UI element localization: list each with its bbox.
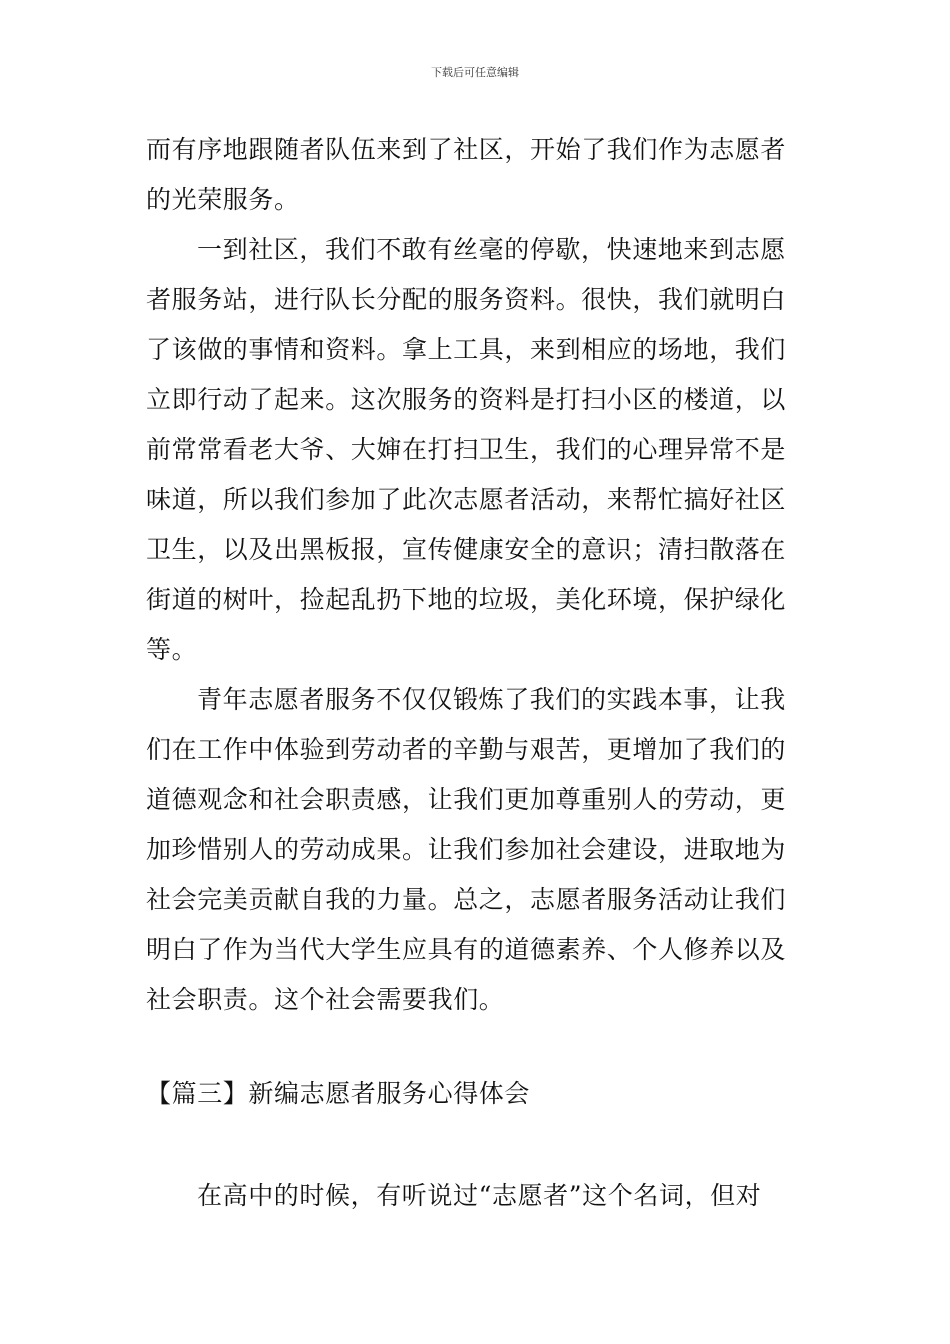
- paragraph-line: 者服务站，进行队长分配的服务资料。很快，我们就明白: [146, 285, 787, 314]
- paragraph-line: 等。: [146, 635, 198, 664]
- paragraph-line: 的光荣服务。: [146, 185, 300, 214]
- paragraph-line: 一到社区，我们不敢有丝毫的停歇，快速地来到志愿: [197, 235, 786, 264]
- paragraph-line: 立即行动了起来。这次服务的资料是打扫小区的楼道，以: [146, 385, 787, 414]
- paragraph-line: 街道的树叶，捡起乱扔下地的垃圾，美化环境，保护绿化: [146, 585, 787, 614]
- paragraph-line: 社会完美贡献自我的力量。总之，志愿者服务活动让我们: [146, 885, 787, 914]
- paragraph-line: 卫生，以及出黑板报，宣传健康安全的意识；清扫散落在: [146, 535, 787, 564]
- paragraph-line: 了该做的事情和资料。拿上工具，来到相应的场地，我们: [146, 335, 787, 364]
- paragraph-line: 社会职责。这个社会需要我们。: [146, 985, 505, 1014]
- paragraph-line: 在高中的时候，有听说过“志愿者”这个名词，但对: [197, 1181, 762, 1210]
- paragraph-line: 前常常看老大爷、大婶在打扫卫生，我们的心理异常不是: [146, 435, 787, 464]
- paragraph-line: 明白了作为当代大学生应具有的道德素养、个人修养以及: [146, 935, 787, 964]
- paragraph-line: 们在工作中体验到劳动者的辛勤与艰苦，更增加了我们的: [146, 735, 787, 764]
- page-header-note: 下载后可任意编辑: [431, 66, 519, 79]
- paragraph-line: 道德观念和社会职责感，让我们更加尊重别人的劳动，更: [146, 785, 787, 814]
- paragraph-line: 而有序地跟随者队伍来到了社区，开始了我们作为志愿者: [146, 135, 787, 164]
- paragraph-line: 青年志愿者服务不仅仅锻炼了我们的实践本事，让我: [197, 685, 786, 714]
- paragraph-line: 加珍惜别人的劳动成果。让我们参加社会建设，进取地为: [146, 835, 787, 864]
- paragraph-line: 味道，所以我们参加了此次志愿者活动，来帮忙搞好社区: [146, 485, 787, 514]
- section-heading: 【篇三】新编志愿者服务心得体会: [146, 1079, 531, 1108]
